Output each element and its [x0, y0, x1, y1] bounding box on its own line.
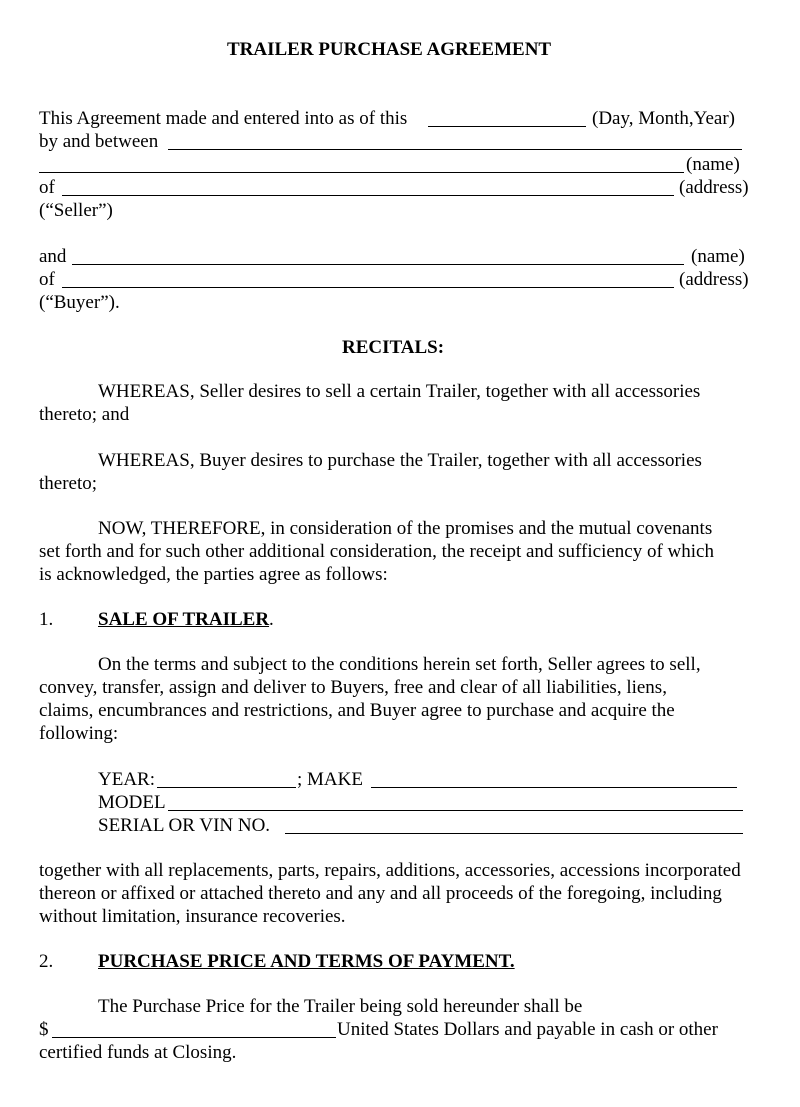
section-2-line-3: certified funds at Closing. — [39, 1042, 237, 1063]
seller-address-blank[interactable] — [62, 195, 674, 196]
model-blank[interactable] — [168, 810, 743, 811]
date-blank[interactable] — [428, 126, 586, 127]
serial-blank[interactable] — [285, 833, 743, 834]
by-and-between-label: by and between — [39, 131, 159, 152]
and-label: and — [39, 246, 67, 267]
seller-name-blank-2[interactable] — [39, 172, 684, 173]
seller-label: (“Seller”) — [39, 200, 113, 221]
buyer-address-blank[interactable] — [62, 287, 674, 288]
section-1-line-4: following: — [39, 723, 119, 744]
price-blank[interactable] — [52, 1037, 336, 1038]
seller-name-hint: (name) — [686, 154, 740, 175]
section-2-line-2: United States Dollars and payable in cash or other — [337, 1019, 718, 1040]
section-1-line-3: claims, encumbrances and restrictions, and Buyer agree to purchase and acquire the — [39, 700, 675, 721]
seller-name-blank-1[interactable] — [168, 149, 742, 150]
section-1-after-line-3: without limitation, insurance recoveries. — [39, 906, 346, 927]
section-1-after-line-1: together with all replacements, parts, repairs, additions, accessories, accessions incorporated — [39, 860, 741, 881]
intro-line-1: This Agreement made and entered into as of this — [39, 108, 408, 129]
serial-label: SERIAL OR VIN NO. — [98, 815, 271, 836]
buyer-address-hint: (address) — [679, 269, 749, 290]
model-label: MODEL — [98, 792, 166, 813]
make-label: ; MAKE — [297, 769, 363, 790]
seller-of-label: of — [39, 177, 55, 198]
year-blank[interactable] — [157, 787, 296, 788]
document-title: TRAILER PURCHASE AGREEMENT — [227, 39, 552, 60]
section-1-heading: SALE OF TRAILER — [98, 609, 270, 630]
recital-3-line-2: set forth and for such other additional consideration, the receipt and sufficiency of which — [39, 541, 714, 562]
section-1-line-1: On the terms and subject to the conditions herein set forth, Seller agrees to sell, — [98, 654, 701, 675]
section-1-after-line-2: thereon or affixed or attached thereto and any and all proceeds of the foregoing, including — [39, 883, 722, 904]
section-1-period: . — [269, 609, 274, 630]
recital-3-line-3: is acknowledged, the parties agree as follows: — [39, 564, 388, 585]
recital-1-line-1: WHEREAS, Seller desires to sell a certain Trailer, together with all accessories — [98, 381, 701, 402]
section-1-line-2: convey, transfer, assign and deliver to Buyers, free and clear of all liabilities, liens, — [39, 677, 667, 698]
section-2-number: 2. — [39, 951, 54, 972]
buyer-of-label: of — [39, 269, 55, 290]
buyer-name-hint: (name) — [691, 246, 745, 267]
recital-2-line-2: thereto; — [39, 473, 98, 494]
dollar-sign: $ — [39, 1019, 49, 1040]
section-1-heading-wrap — [98, 608, 274, 631]
date-hint: (Day, Month,Year) — [592, 108, 736, 129]
recital-3-line-1: NOW, THEREFORE, in consideration of the promises and the mutual covenants — [98, 518, 713, 539]
buyer-label: (“Buyer”). — [39, 292, 120, 313]
year-label: YEAR: — [98, 769, 155, 790]
section-2-line-1: The Purchase Price for the Trailer being sold hereunder shall be — [98, 996, 583, 1017]
buyer-name-blank[interactable] — [72, 264, 684, 265]
recitals-heading: RECITALS: — [342, 337, 445, 358]
section-2-heading: PURCHASE PRICE AND TERMS OF PAYMENT. — [98, 951, 515, 972]
recital-2-line-1: WHEREAS, Buyer desires to purchase the Trailer, together with all accessories — [98, 450, 702, 471]
section-1-number: 1. — [39, 609, 54, 630]
seller-address-hint: (address) — [679, 177, 749, 198]
make-blank[interactable] — [371, 787, 737, 788]
recital-1-line-2: thereto; and — [39, 404, 130, 425]
